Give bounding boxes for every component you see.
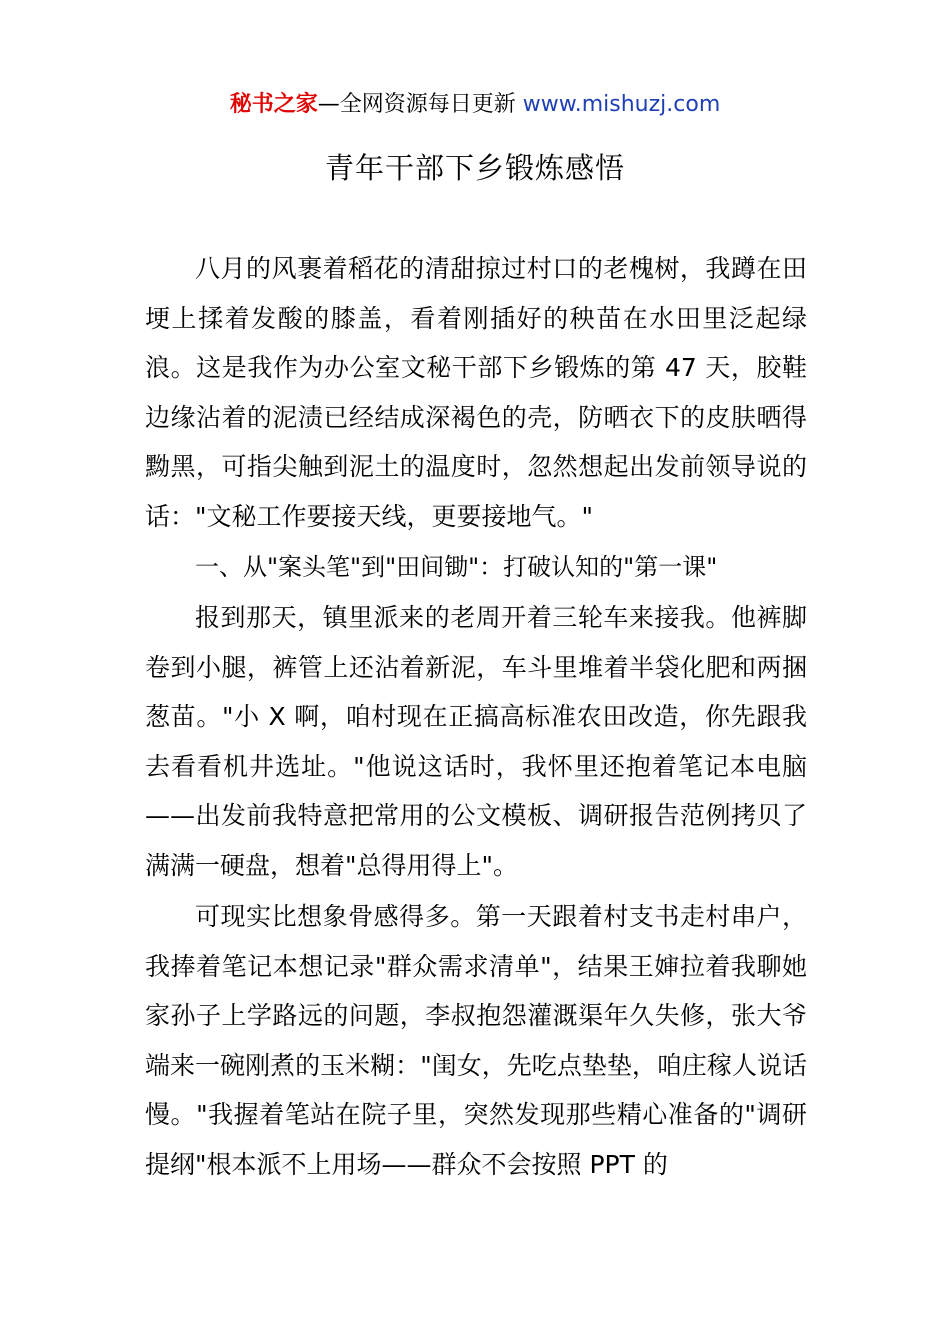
document-body <box>145 244 807 1189</box>
paragraph-arrival: 报到那天，镇里派来的老周开着三轮车来接我。他裤脚卷到小腿，裤管上还沾着新泥，车斗里堆着半袋化肥和两捆葱苗。"小 X 啊，咱村现在正搞高标准农田改造，你先跟我去看看机井选址。"他说这话时，我怀里还抱着笔记本电脑——出发前我特意把常用的公文模板、调研报告范例拷贝了满满一硬盘，想着"总得用得上"。 <box>145 603 807 880</box>
site-header <box>0 88 950 122</box>
paragraph-intro: 八月的风裹着稻花的清甜掠过村口的老槐树，我蹲在田埂上揉着发酸的膝盖，看着刚插好的秧苗在水田里泛起绿浪。这是我作为办公室文秘干部下乡锻炼的第 47 天，胶鞋边缘沾着的泥渍已经结成深褐色的壳，防晒衣下的皮肤晒得黝黑，可指尖触到泥土的温度时，忽然想起出发前领导说的话："文秘工作要接天线，更要接地气。" <box>145 254 807 531</box>
document-title: 青年干部下乡锻炼感悟 <box>324 151 625 185</box>
header-tagline: —全网资源每日更新 <box>317 92 523 117</box>
site-url-link[interactable]: www.mishuzj.com <box>522 92 721 117</box>
brand-name: 秘书之家 <box>229 92 318 117</box>
paragraph-reality: 可现实比想象骨感得多。第一天跟着村支书走村串户，我捧着笔记本想记录"群众需求清单"，结果王婶拉着我聊她家孙子上学路远的问题，李叔抱怨灌溉渠年久失修，张大爷端来一碗刚煮的玉米糊："闺女，先吃点垫垫，咱庄稼人说话慢。"我握着笔站在院子里，突然发现那些精心准备的"调研提纲"根本派不上用场——群众不会按照 PPT 的 <box>145 902 807 1179</box>
section-heading-1: 一、从"案头笔"到"田间锄"：打破认知的"第一课" <box>195 553 718 581</box>
